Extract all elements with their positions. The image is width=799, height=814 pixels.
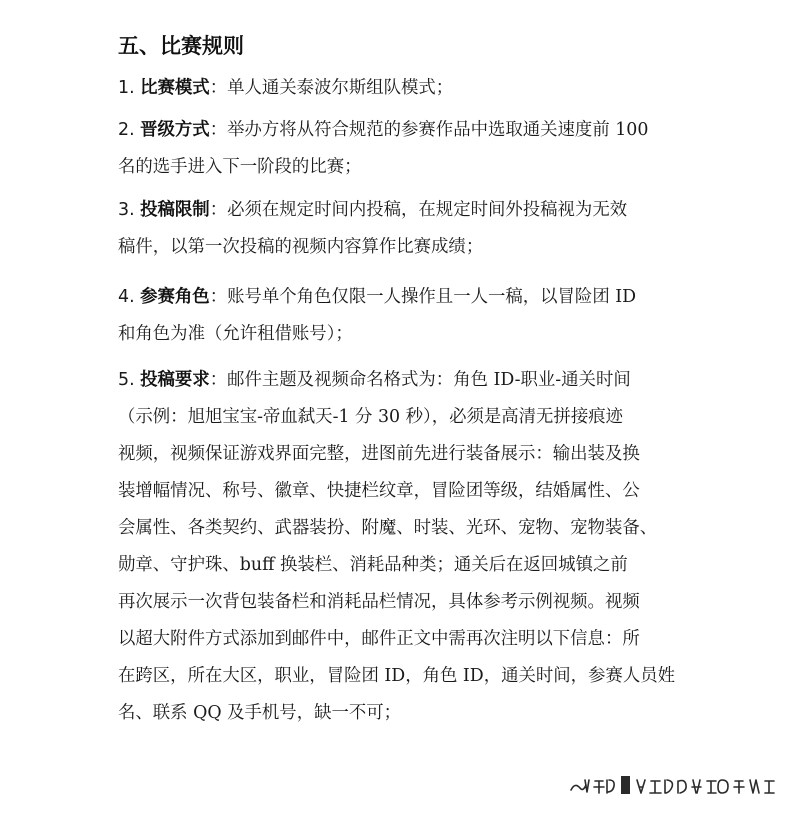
rule-text: 邮件主题及视频命名格式为：角色 ID-职业-通关时间 bbox=[227, 370, 631, 390]
rule-item-submission-limit bbox=[118, 192, 698, 266]
rule-item-character bbox=[118, 279, 698, 353]
rule-line bbox=[118, 192, 698, 229]
rule-number: 4. bbox=[118, 287, 135, 307]
rule-number: 2. bbox=[118, 120, 135, 140]
rule-line: 视频，视频保证游戏界面完整，进图前先进行装备展示：输出装及换 bbox=[118, 444, 640, 464]
rule-line: 名的选手进入下一阶段的比赛； bbox=[118, 157, 362, 177]
section-title: 五、比赛规则 bbox=[118, 34, 244, 58]
rule-line: 再次展示一次背包装备栏和消耗品栏情况，具体参考示例视频。视频 bbox=[118, 592, 640, 612]
rule-separator: ： bbox=[209, 78, 228, 98]
rule-line: 名、联系 QQ 及手机号，缺一不可； bbox=[118, 703, 402, 723]
rule-label: 投稿限制 bbox=[140, 200, 210, 220]
rule-item-submission-requirements bbox=[118, 362, 698, 732]
rule-label: 投稿要求 bbox=[140, 370, 210, 390]
rule-item-mode bbox=[118, 70, 698, 107]
rule-label: 晋级方式 bbox=[140, 120, 210, 140]
rule-number: 1. bbox=[118, 78, 135, 98]
rule-line: 会属性、各类契约、武器装扮、附魔、时装、光环、宠物、宠物装备、 bbox=[118, 518, 658, 538]
rule-line: （示例：旭旭宝宝-帝血弑天-1 分 30 秒），必须是高清无拼接痕迹 bbox=[118, 407, 623, 427]
rule-text: 必须在规定时间内投稿，在规定时间外投稿视为无效 bbox=[227, 200, 628, 220]
rule-number: 3. bbox=[118, 200, 135, 220]
rule-item-advancement bbox=[118, 112, 698, 186]
rule-line bbox=[118, 362, 698, 399]
rule-label: 参赛角色 bbox=[140, 287, 210, 307]
rule-text: 举办方将从符合规范的参赛作品中选取通关速度前 100 bbox=[227, 120, 649, 140]
rule-number: 5. bbox=[118, 370, 135, 390]
rule-separator: ： bbox=[209, 287, 228, 307]
rule-line: 稿件，以第一次投稿的视频内容算作比赛成绩； bbox=[118, 237, 484, 257]
rule-text: 单人通关泰波尔斯组队模式； bbox=[227, 78, 454, 98]
rule-line bbox=[118, 70, 698, 107]
rule-separator: ： bbox=[209, 370, 228, 390]
rule-line: 和角色为准（允许租借账号）； bbox=[118, 324, 353, 344]
rule-line: 装增幅情况、称号、徽章、快捷栏纹章，冒险团等级，结婚属性、公 bbox=[118, 481, 640, 501]
rule-line: 勋章、守护珠、buff 换装栏、消耗品种类；通关后在返回城镇之前 bbox=[118, 555, 628, 575]
signature-watermark-icon bbox=[567, 772, 780, 800]
rule-line: 在跨区，所在大区，职业，冒险团 ID，角色 ID，通关时间，参赛人员姓 bbox=[118, 666, 676, 686]
rule-label: 比赛模式 bbox=[140, 78, 210, 98]
rule-line: 以超大附件方式添加到邮件中，邮件正文中需再次注明以下信息：所 bbox=[118, 629, 640, 649]
rule-text: 账号单个角色仅限一人操作且一人一稿，以冒险团 ID bbox=[227, 287, 637, 307]
rule-line bbox=[118, 112, 698, 149]
rule-separator: ： bbox=[209, 120, 228, 140]
rule-separator: ： bbox=[209, 200, 228, 220]
rule-line bbox=[118, 279, 698, 316]
